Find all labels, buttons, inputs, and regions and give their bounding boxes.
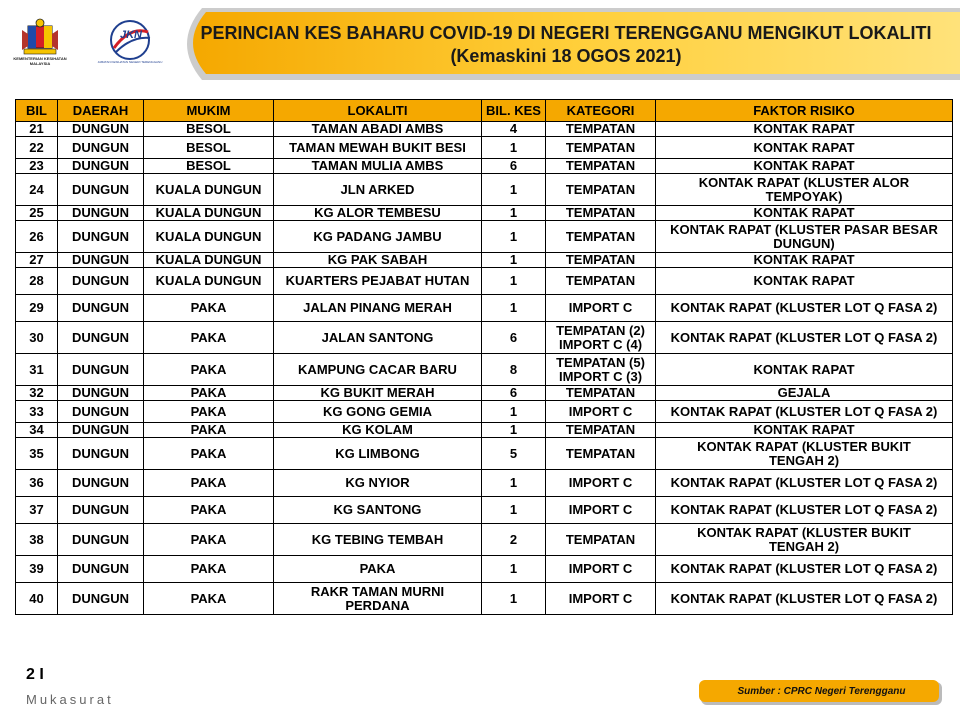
cell-bil-kes: 1 [482, 470, 546, 497]
table-row [16, 401, 953, 423]
cell-bil: 36 [16, 470, 58, 497]
cell-lokaliti-line: KG PADANG JAMBU [313, 228, 442, 244]
cell-bil-kes: 1 [482, 423, 546, 438]
cell-faktor-risiko [656, 159, 953, 174]
table-row [16, 583, 953, 615]
table-row [16, 253, 953, 268]
cell-bil-kes: 1 [482, 137, 546, 159]
cell-faktor-risiko [656, 386, 953, 401]
cell-kategori-line: TEMPATAN (2) [556, 322, 645, 338]
cell-bil: 37 [16, 497, 58, 524]
cell-faktor-risiko [656, 497, 953, 524]
title-line-1: PERINCIAN KES BAHARU COVID-19 DI NEGERI TERENGGANU MENGIKUT LOKALITI [200, 23, 932, 43]
cell-lokaliti [274, 386, 482, 401]
cell-lokaliti-line: KG GONG GEMIA [322, 403, 433, 419]
cell-faktor-risiko [656, 174, 953, 206]
cell-lokaliti [274, 556, 482, 583]
logo-group [10, 18, 170, 68]
col-header-lokaliti: LOKALITI [274, 100, 482, 122]
cell-faktor-risiko-line: KONTAK RAPAT [753, 422, 855, 437]
cell-bil-kes: 6 [482, 386, 546, 401]
cell-kategori-line: TEMPATAN (5) [556, 354, 645, 370]
cell-mukim: PAKA [144, 354, 274, 386]
cell-bil: 38 [16, 524, 58, 556]
cell-faktor-risiko-line: GEJALA [777, 385, 831, 400]
cell-faktor-risiko-line: KONTAK RAPAT [753, 139, 855, 155]
cell-daerah: DUNGUN [58, 295, 144, 322]
cell-mukim: BESOL [144, 137, 274, 159]
cell-mukim: PAKA [144, 470, 274, 497]
cell-lokaliti [274, 470, 482, 497]
cell-faktor-risiko [656, 268, 953, 295]
cell-lokaliti [274, 438, 482, 470]
table-body [16, 122, 953, 615]
cell-kategori-line: IMPORT C [568, 502, 633, 517]
cell-faktor-risiko-line: KONTAK RAPAT (KLUSTER LOT Q FASA 2) [670, 502, 938, 517]
cell-faktor-risiko-line: KONTAK RAPAT [753, 158, 855, 173]
cell-daerah: DUNGUN [58, 253, 144, 268]
cell-bil: 30 [16, 322, 58, 354]
cell-mukim: PAKA [144, 423, 274, 438]
cell-kategori-line: TEMPATAN [565, 422, 636, 437]
title-line-2: (Kemaskini 18 OGOS 2021) [450, 46, 682, 66]
cell-lokaliti [274, 122, 482, 137]
cell-kategori-line: TEMPATAN [565, 205, 636, 220]
cell-faktor-risiko-line: KONTAK RAPAT (KLUSTER ALOR [698, 174, 910, 190]
cell-bil-kes: 1 [482, 497, 546, 524]
cell-kategori [546, 206, 656, 221]
cell-daerah: DUNGUN [58, 268, 144, 295]
table-header-row [16, 100, 953, 122]
cell-daerah: DUNGUN [58, 206, 144, 221]
cell-kategori-line: TEMPATAN [565, 531, 636, 547]
cell-lokaliti [274, 583, 482, 615]
cell-lokaliti [274, 401, 482, 423]
cell-kategori [546, 295, 656, 322]
cell-faktor-risiko-line: KONTAK RAPAT (KLUSTER LOT Q FASA 2) [670, 403, 938, 419]
cell-lokaliti-line: KUARTERS PEJABAT HUTAN [285, 273, 470, 288]
cell-faktor-risiko-line: KONTAK RAPAT (KLUSTER LOT Q FASA 2) [670, 329, 938, 345]
cell-faktor-risiko-line: TENGAH 2) [768, 452, 840, 468]
cell-kategori-line: IMPORT C (3) [558, 368, 643, 384]
cell-lokaliti [274, 354, 482, 386]
cell-lokaliti-line: JALAN SANTONG [321, 329, 434, 345]
table-row [16, 470, 953, 497]
cell-lokaliti-line: PAKA [359, 561, 396, 576]
cell-lokaliti-line: TAMAN ABADI AMBS [311, 121, 444, 136]
cell-kategori-line: TEMPATAN [565, 158, 636, 173]
jkn-logo-text: JKN [120, 29, 143, 41]
cell-faktor-risiko [656, 354, 953, 386]
cell-faktor-risiko-line: KONTAK RAPAT (KLUSTER BUKIT [697, 438, 911, 454]
cell-kategori [546, 556, 656, 583]
cell-daerah: DUNGUN [58, 401, 144, 423]
cell-faktor-risiko [656, 221, 953, 253]
crest-icon [18, 18, 62, 56]
cell-lokaliti-line: TAMAN MULIA AMBS [311, 158, 444, 173]
cell-bil: 21 [16, 122, 58, 137]
cell-faktor-risiko-line: KONTAK RAPAT [753, 121, 855, 136]
page-word: Mukasurat [26, 692, 114, 707]
cell-bil: 32 [16, 386, 58, 401]
cell-daerah: DUNGUN [58, 386, 144, 401]
cell-faktor-risiko [656, 322, 953, 354]
cell-lokaliti-line: JALAN PINANG MERAH [303, 300, 452, 315]
cell-bil-kes: 1 [482, 253, 546, 268]
cell-lokaliti-line: JLN ARKED [340, 181, 415, 197]
cell-daerah: DUNGUN [58, 221, 144, 253]
cell-bil: 23 [16, 159, 58, 174]
cell-mukim: PAKA [144, 386, 274, 401]
cell-mukim: KUALA DUNGUN [144, 206, 274, 221]
cell-lokaliti-line: KG BUKIT MERAH [320, 385, 435, 400]
cell-mukim: KUALA DUNGUN [144, 268, 274, 295]
table-row [16, 322, 953, 354]
cell-faktor-risiko [656, 401, 953, 423]
table-row [16, 159, 953, 174]
cell-daerah: DUNGUN [58, 497, 144, 524]
cell-faktor-risiko-line: KONTAK RAPAT [753, 273, 855, 288]
cell-lokaliti [274, 322, 482, 354]
cell-lokaliti-line: KG ALOR TEMBESU [314, 205, 441, 220]
cases-table [15, 99, 953, 615]
cell-lokaliti [274, 206, 482, 221]
cell-lokaliti [274, 221, 482, 253]
col-header-daerah: DAERAH [58, 100, 144, 122]
cell-kategori [546, 423, 656, 438]
table-row [16, 497, 953, 524]
cell-daerah: DUNGUN [58, 354, 144, 386]
cell-faktor-risiko-line: DUNGUN) [773, 235, 835, 251]
cell-faktor-risiko-line: KONTAK RAPAT (KLUSTER LOT Q FASA 2) [670, 561, 938, 576]
cell-mukim: PAKA [144, 583, 274, 615]
cell-bil: 35 [16, 438, 58, 470]
cell-kategori [546, 583, 656, 615]
cell-kategori [546, 137, 656, 159]
cell-mukim: PAKA [144, 438, 274, 470]
col-header-kategori: KATEGORI [546, 100, 656, 122]
table-row [16, 438, 953, 470]
cell-lokaliti [274, 137, 482, 159]
cell-mukim: BESOL [144, 122, 274, 137]
table-row [16, 556, 953, 583]
cell-daerah: DUNGUN [58, 583, 144, 615]
cell-kategori-line: IMPORT C [568, 561, 633, 576]
col-header-bil: BIL [16, 100, 58, 122]
cell-bil-kes: 1 [482, 401, 546, 423]
cell-kategori [546, 354, 656, 386]
cell-mukim: PAKA [144, 401, 274, 423]
cell-kategori-line: IMPORT C [568, 475, 633, 490]
cell-faktor-risiko-line: KONTAK RAPAT [753, 252, 855, 267]
cell-mukim: PAKA [144, 524, 274, 556]
cell-kategori-line: IMPORT C [568, 590, 633, 606]
cell-faktor-risiko-line: TENGAH 2) [768, 538, 840, 554]
cell-daerah: DUNGUN [58, 322, 144, 354]
cell-kategori [546, 122, 656, 137]
table-row [16, 268, 953, 295]
col-header-faktor-risiko: FAKTOR RISIKO [656, 100, 953, 122]
cell-faktor-risiko-line: KONTAK RAPAT (KLUSTER PASAR BESAR [670, 221, 938, 237]
cell-lokaliti-line: KG SANTONG [333, 502, 422, 517]
cell-faktor-risiko [656, 295, 953, 322]
cell-faktor-risiko-line: KONTAK RAPAT (KLUSTER LOT Q FASA 2) [670, 590, 938, 606]
cell-kategori-line: IMPORT C (4) [558, 336, 643, 352]
cell-bil: 22 [16, 137, 58, 159]
cell-lokaliti-line: KAMPUNG CACAR BARU [298, 361, 457, 377]
table-row [16, 354, 953, 386]
table-row [16, 386, 953, 401]
cell-bil-kes: 1 [482, 174, 546, 206]
cell-lokaliti [274, 159, 482, 174]
cell-bil-kes: 1 [482, 295, 546, 322]
cell-faktor-risiko [656, 122, 953, 137]
cell-faktor-risiko [656, 137, 953, 159]
table-row [16, 221, 953, 253]
cell-kategori-line: IMPORT C [568, 403, 633, 419]
cell-lokaliti-line: RAKR TAMAN MURNI [310, 583, 445, 599]
cell-kategori-line: TEMPATAN [565, 385, 636, 400]
cell-lokaliti [274, 174, 482, 206]
cell-kategori [546, 221, 656, 253]
cell-daerah: DUNGUN [58, 556, 144, 583]
cell-faktor-risiko-line: KONTAK RAPAT [753, 205, 855, 220]
cell-kategori [546, 438, 656, 470]
page-number: 2 I [26, 666, 44, 683]
cell-kategori-line: TEMPATAN [565, 445, 636, 461]
cell-kategori [546, 174, 656, 206]
table-row [16, 524, 953, 556]
cell-lokaliti [274, 295, 482, 322]
cell-kategori [546, 497, 656, 524]
cell-lokaliti-line: PERDANA [345, 597, 410, 613]
cell-mukim: KUALA DUNGUN [144, 174, 274, 206]
cell-bil-kes: 6 [482, 322, 546, 354]
cell-lokaliti-line: KG KOLAM [342, 422, 413, 437]
cell-lokaliti [274, 253, 482, 268]
col-header-mukim: MUKIM [144, 100, 274, 122]
cell-faktor-risiko-line: TEMPOYAK) [765, 188, 843, 204]
cell-faktor-risiko [656, 253, 953, 268]
cell-bil-kes: 1 [482, 221, 546, 253]
cell-faktor-risiko-line: KONTAK RAPAT [753, 361, 855, 377]
cell-daerah: DUNGUN [58, 174, 144, 206]
cell-lokaliti-line: KG PAK SABAH [327, 252, 428, 267]
cell-bil-kes: 8 [482, 354, 546, 386]
cell-faktor-risiko [656, 556, 953, 583]
cell-kategori-line: TEMPATAN [565, 228, 636, 244]
cell-bil: 40 [16, 583, 58, 615]
table-row [16, 137, 953, 159]
table-row [16, 174, 953, 206]
cell-daerah: DUNGUN [58, 159, 144, 174]
cell-faktor-risiko-line: KONTAK RAPAT (KLUSTER LOT Q FASA 2) [670, 475, 938, 490]
cell-daerah: DUNGUN [58, 438, 144, 470]
cell-kategori [546, 470, 656, 497]
cell-lokaliti [274, 524, 482, 556]
cell-lokaliti-line: KG NYIOR [345, 475, 410, 490]
jkn-logo [94, 20, 166, 68]
table-row [16, 295, 953, 322]
moh-crest-logo [10, 18, 70, 68]
cell-mukim: PAKA [144, 322, 274, 354]
cell-daerah: DUNGUN [58, 137, 144, 159]
cell-kategori [546, 524, 656, 556]
cell-bil-kes: 6 [482, 159, 546, 174]
cell-bil-kes: 2 [482, 524, 546, 556]
cell-kategori [546, 159, 656, 174]
source-text: Sumber : CPRC Negeri Terengganu [737, 686, 906, 697]
cell-kategori [546, 386, 656, 401]
cell-kategori [546, 401, 656, 423]
page-title [172, 22, 960, 68]
table-row [16, 122, 953, 137]
cell-bil-kes: 1 [482, 206, 546, 221]
cell-lokaliti [274, 497, 482, 524]
cell-bil: 25 [16, 206, 58, 221]
table-row [16, 206, 953, 221]
cell-kategori [546, 253, 656, 268]
cell-lokaliti-line: TAMAN MEWAH BUKIT BESI [289, 139, 466, 155]
cell-bil-kes: 1 [482, 556, 546, 583]
cell-bil-kes: 1 [482, 583, 546, 615]
cell-daerah: DUNGUN [58, 122, 144, 137]
cell-bil-kes: 4 [482, 122, 546, 137]
cell-faktor-risiko-line: KONTAK RAPAT (KLUSTER LOT Q FASA 2) [670, 300, 938, 315]
jkn-logo-caption: JABATAN KESIHATAN NEGERI TERENGGANU [97, 60, 163, 64]
cell-faktor-risiko [656, 206, 953, 221]
cell-kategori-line: IMPORT C [568, 300, 633, 315]
cell-lokaliti [274, 423, 482, 438]
cell-bil: 28 [16, 268, 58, 295]
cell-lokaliti-line: KG LIMBONG [335, 445, 420, 461]
cell-mukim: KUALA DUNGUN [144, 221, 274, 253]
cell-bil: 26 [16, 221, 58, 253]
cell-lokaliti-line: KG TEBING TEMBAH [311, 531, 444, 547]
cell-bil: 34 [16, 423, 58, 438]
cell-daerah: DUNGUN [58, 470, 144, 497]
cell-bil-kes: 1 [482, 268, 546, 295]
cell-bil: 29 [16, 295, 58, 322]
cell-mukim: KUALA DUNGUN [144, 253, 274, 268]
cell-bil: 31 [16, 354, 58, 386]
cell-faktor-risiko [656, 524, 953, 556]
cell-bil: 33 [16, 401, 58, 423]
source-badge [699, 679, 944, 707]
cell-mukim: PAKA [144, 295, 274, 322]
cell-bil: 27 [16, 253, 58, 268]
cell-kategori-line: TEMPATAN [565, 181, 636, 197]
cell-kategori-line: TEMPATAN [565, 121, 636, 136]
cell-kategori-line: TEMPATAN [565, 273, 636, 288]
cell-faktor-risiko-line: KONTAK RAPAT (KLUSTER BUKIT [697, 524, 911, 540]
cell-kategori [546, 322, 656, 354]
cell-faktor-risiko [656, 423, 953, 438]
cell-bil: 24 [16, 174, 58, 206]
cell-kategori-line: TEMPATAN [565, 252, 636, 267]
table-row [16, 423, 953, 438]
cell-mukim: PAKA [144, 497, 274, 524]
cell-daerah: DUNGUN [58, 423, 144, 438]
title-banner [172, 8, 960, 80]
col-header-bil-kes: BIL. KES [482, 100, 546, 122]
cell-faktor-risiko [656, 470, 953, 497]
cell-kategori-line: TEMPATAN [565, 139, 636, 155]
moh-caption: KEMENTERIAN KESIHATAN MALAYSIA [13, 56, 67, 66]
cell-faktor-risiko [656, 438, 953, 470]
cell-mukim: BESOL [144, 159, 274, 174]
cell-lokaliti [274, 268, 482, 295]
cell-mukim: PAKA [144, 556, 274, 583]
cell-faktor-risiko [656, 583, 953, 615]
cell-daerah: DUNGUN [58, 524, 144, 556]
cell-kategori [546, 268, 656, 295]
cell-bil-kes: 5 [482, 438, 546, 470]
cell-bil: 39 [16, 556, 58, 583]
